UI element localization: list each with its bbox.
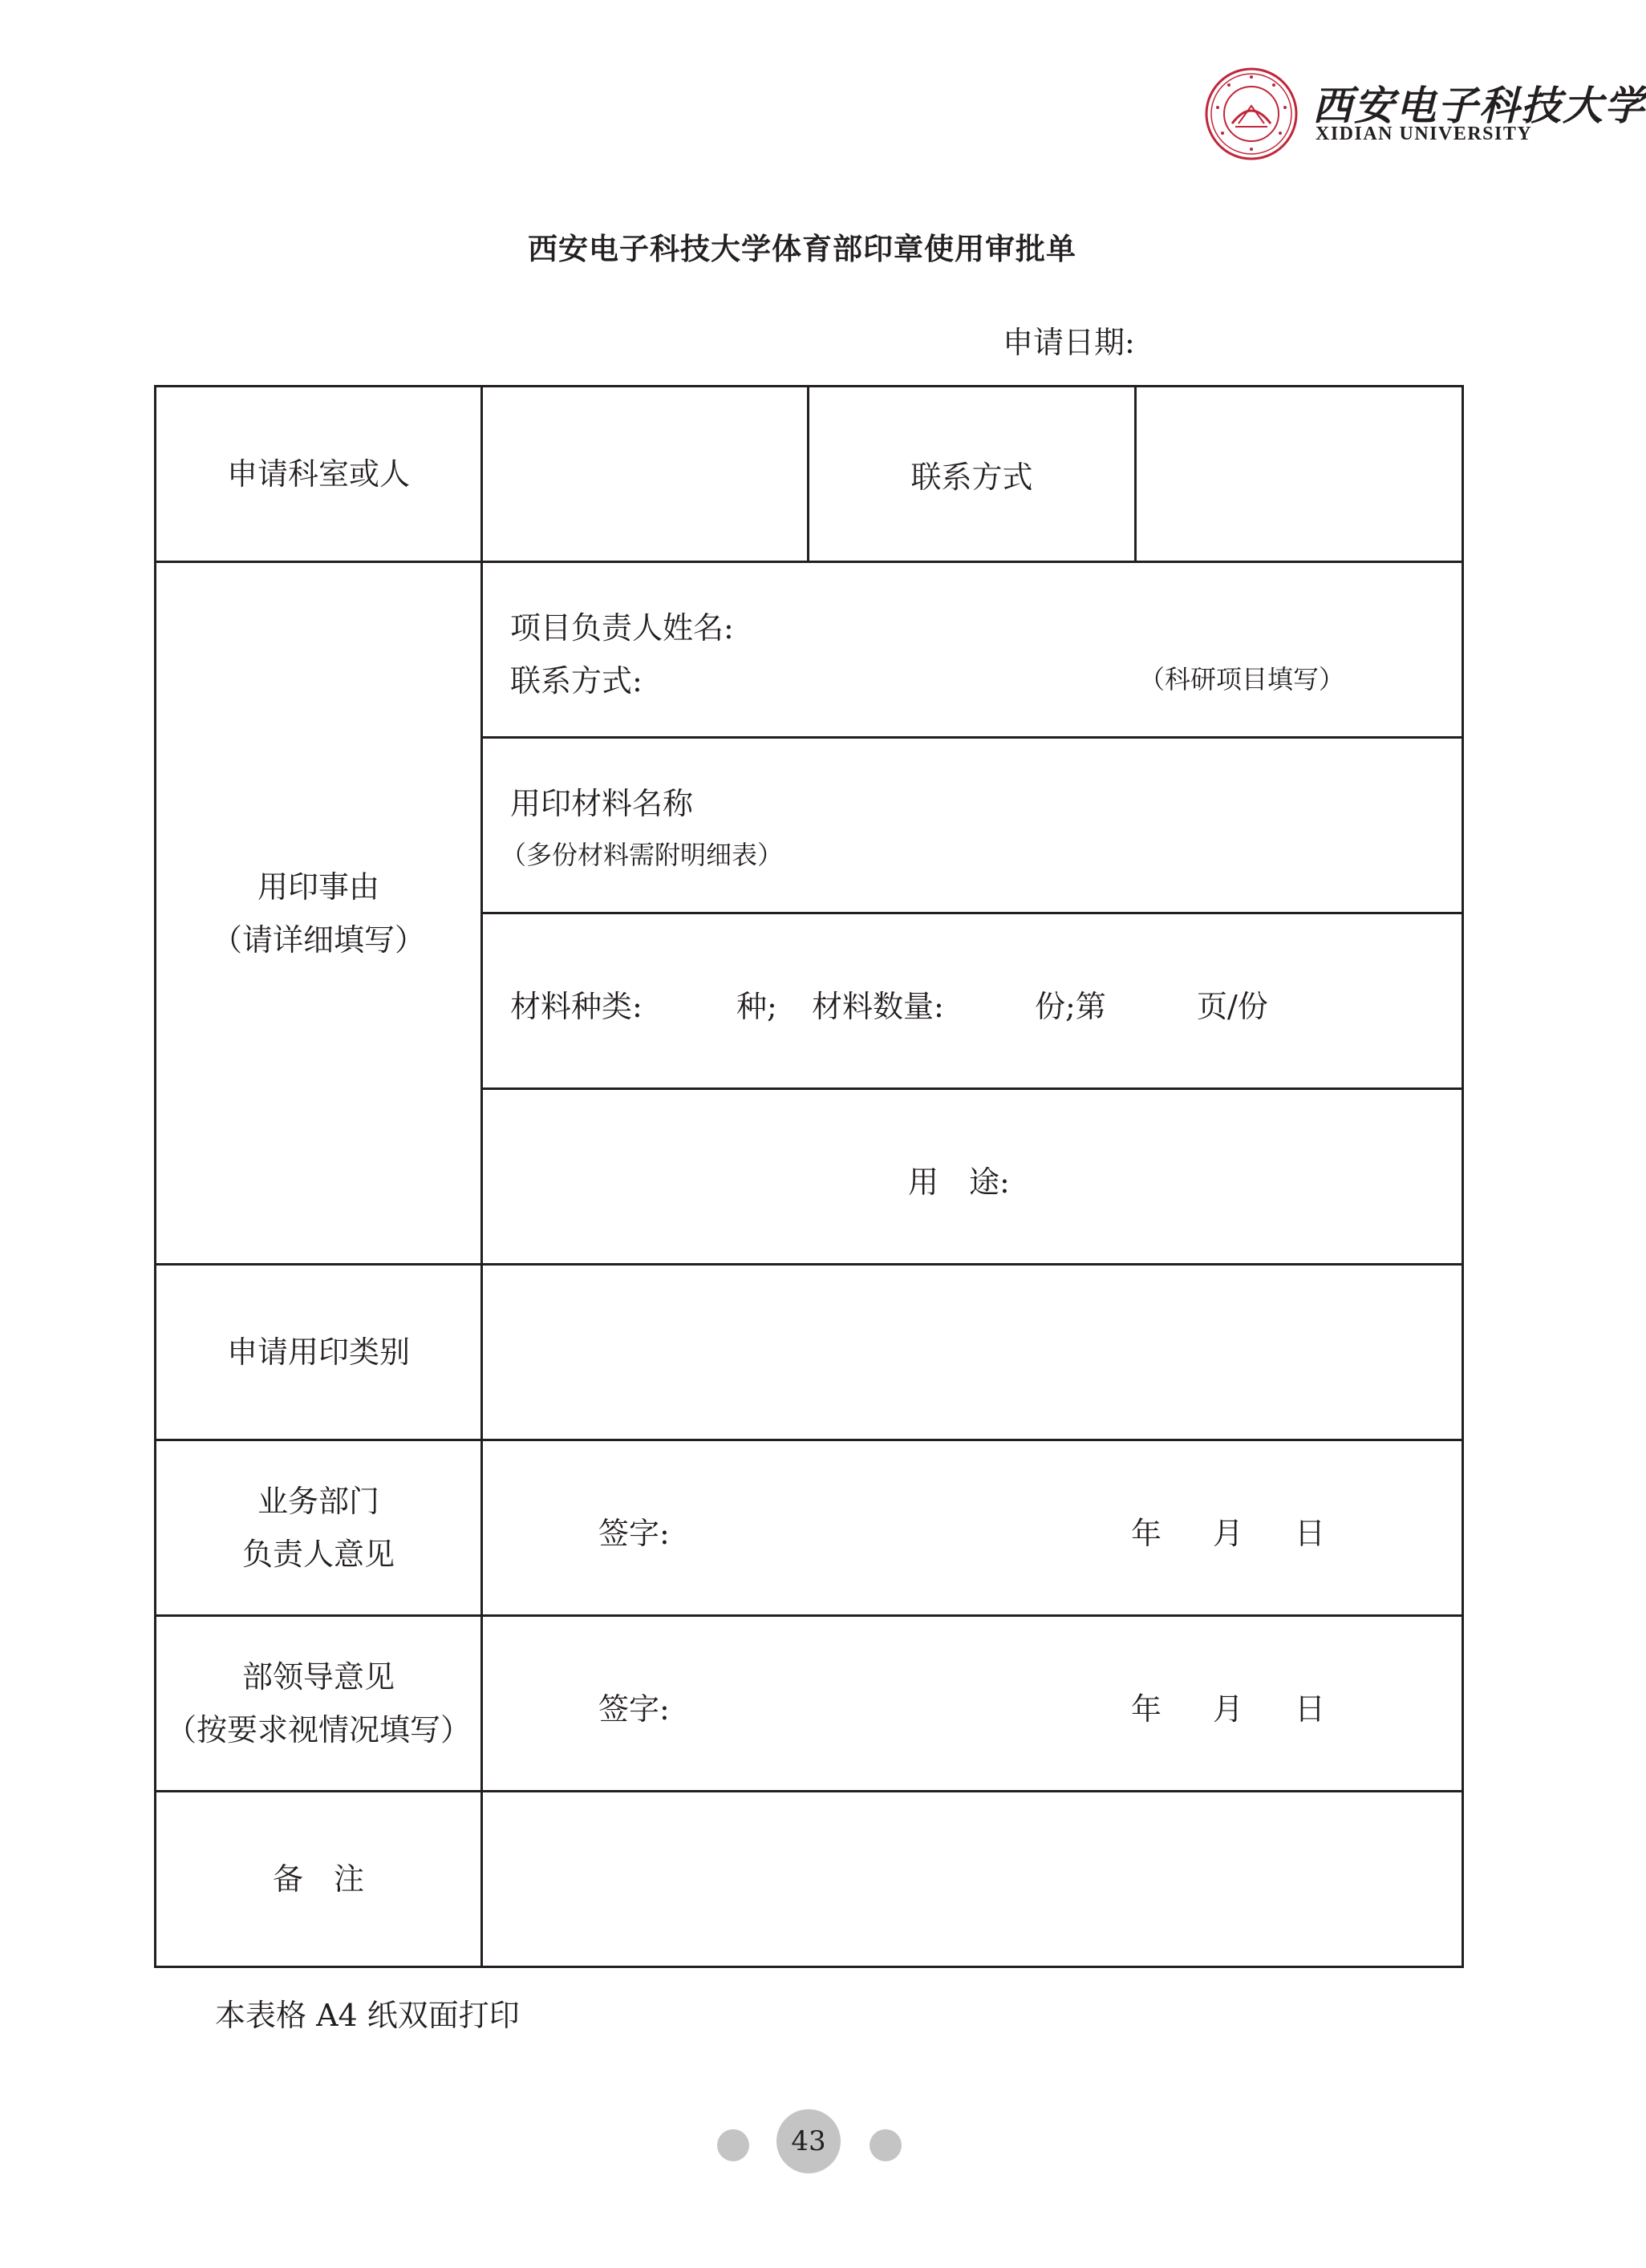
seal-type-field[interactable]: [482, 1265, 1463, 1440]
project-cell[interactable]: [482, 562, 1463, 738]
page-dot-left: [717, 2129, 749, 2161]
reason-label-line1: 用印事由: [257, 869, 379, 905]
dept-opinion-line1: 业务部门: [257, 1484, 379, 1519]
copies-unit: 份;第: [1035, 989, 1106, 1024]
dept-year-label: 年: [1131, 1516, 1162, 1551]
leader-year-label: 年: [1131, 1691, 1162, 1727]
page-dot-right: [870, 2129, 902, 2161]
university-seal-icon: [1203, 66, 1299, 162]
leader-month-label: 月: [1213, 1691, 1244, 1727]
project-leader-label: 项目负责人姓名:: [510, 610, 734, 646]
remarks-field[interactable]: [482, 1792, 1463, 1967]
contact-field[interactable]: [1136, 387, 1463, 562]
dept-signature-label: 签字:: [598, 1516, 670, 1551]
logo-english-name: XIDIAN UNIVERSITY: [1316, 124, 1533, 144]
dept-opinion-line2: 负责人意见: [241, 1537, 395, 1572]
leader-opinion-label: [156, 1616, 482, 1792]
remarks-row: [156, 1792, 1463, 1967]
contact-label: 联系方式: [809, 387, 1136, 562]
dept-opinion-row: [156, 1440, 1463, 1616]
leader-signature-label: 签字:: [598, 1691, 670, 1727]
material-note: （多份材料需附明细表）: [501, 840, 784, 870]
dept-day-label: 日: [1295, 1516, 1326, 1551]
apply-date-label: 申请日期:: [1003, 325, 1135, 360]
leader-opinion-line1: 部领导意见: [241, 1659, 395, 1695]
page-unit: 页/份: [1197, 989, 1268, 1024]
page-title: 西安电子科技大学体育部印章使用审批单: [528, 232, 1076, 266]
seal-type-label: 申请用印类别: [156, 1265, 482, 1440]
page-number: 43: [776, 2109, 841, 2173]
project-row: [156, 562, 1463, 738]
project-contact-label: 联系方式:: [510, 663, 643, 699]
print-footnote: 本表格 A4 纸双面打印: [215, 1998, 520, 2033]
leader-opinion-line2: （按要求视情况填写）: [165, 1712, 471, 1748]
material-count-cell[interactable]: [482, 913, 1463, 1089]
dept-opinion-label: [156, 1440, 482, 1616]
seal-type-row: [156, 1265, 1463, 1440]
material-types-label: 材料种类:: [510, 989, 643, 1024]
material-count-label: 材料数量:: [812, 989, 944, 1024]
purpose-cell[interactable]: [482, 1089, 1463, 1265]
reason-label: [156, 562, 482, 1265]
applicant-row: [156, 387, 1463, 562]
leader-day-label: 日: [1295, 1691, 1326, 1727]
types-unit: 种;: [736, 989, 777, 1024]
reason-label-line2: （请详细填写）: [211, 921, 425, 958]
research-note: （科研项目填写）: [1139, 664, 1345, 695]
remarks-label: 备 注: [156, 1792, 482, 1967]
university-logo: [1203, 63, 1646, 167]
leader-opinion-row: [156, 1616, 1463, 1792]
approval-form-table: [154, 385, 1464, 1968]
purpose-label: 用 途:: [908, 1164, 1010, 1200]
applicant-field[interactable]: [482, 387, 809, 562]
leader-opinion-cell[interactable]: [482, 1616, 1463, 1792]
dept-month-label: 月: [1213, 1516, 1244, 1551]
material-name-cell[interactable]: [482, 738, 1463, 913]
applicant-label: 申请科室或人: [156, 387, 482, 562]
page-number-indicator: [0, 2109, 1604, 2181]
dept-opinion-cell[interactable]: [482, 1440, 1463, 1616]
material-name-label: 用印材料名称: [510, 786, 694, 821]
logo-chinese-name: 西安电子科技大学: [1312, 82, 1646, 129]
